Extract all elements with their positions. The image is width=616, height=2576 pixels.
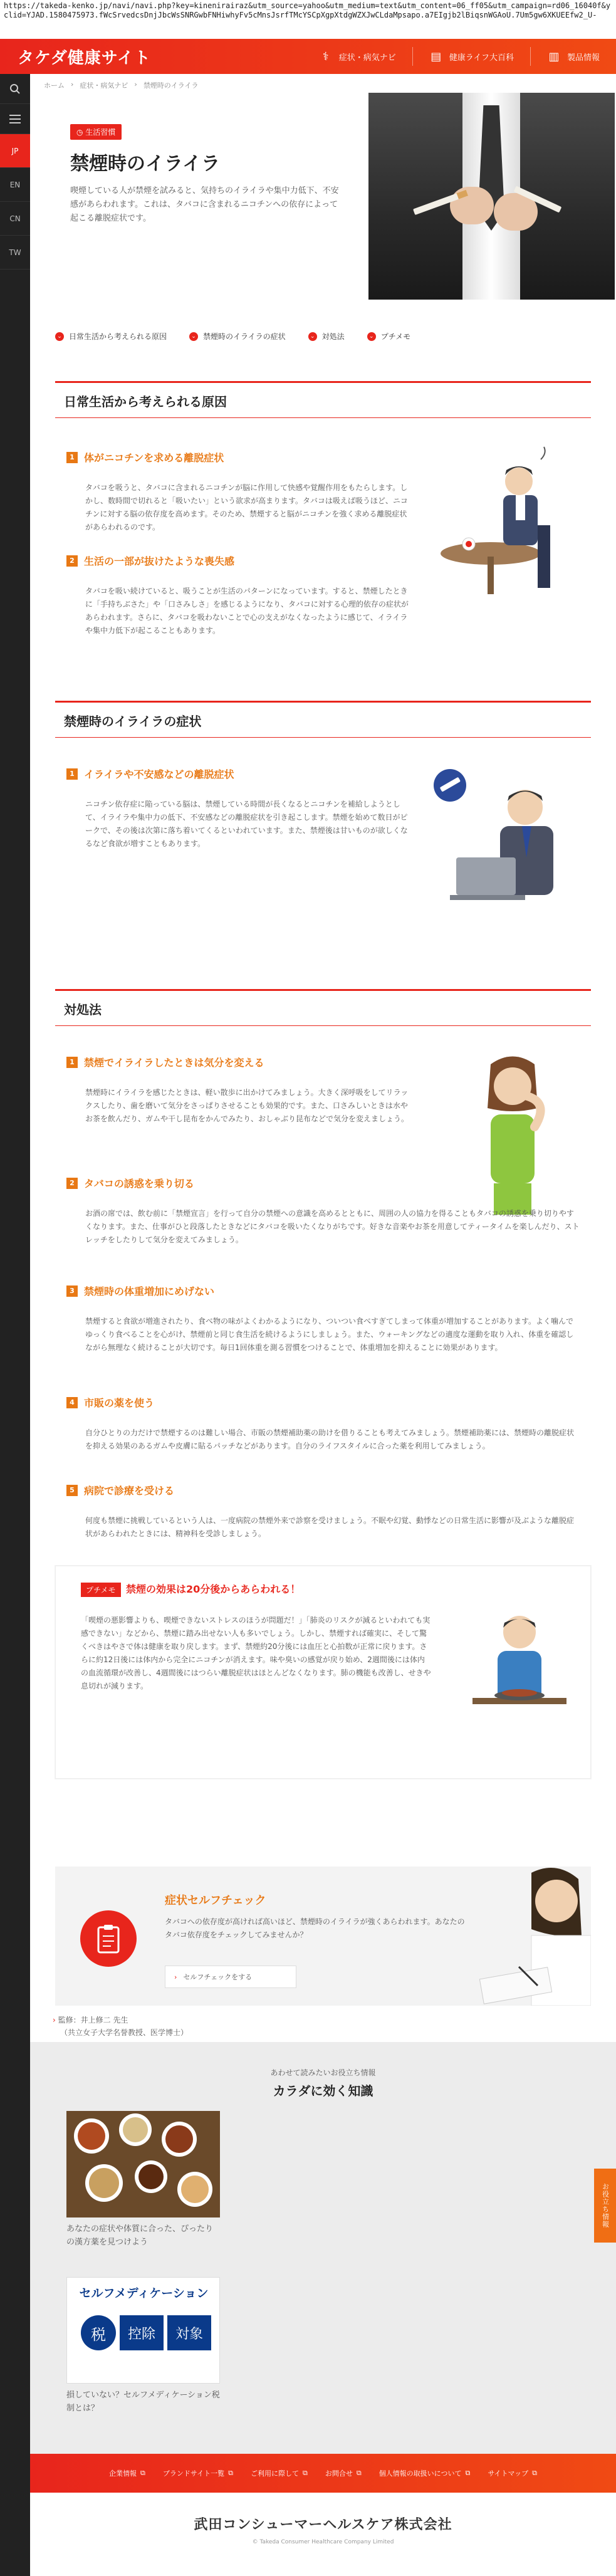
copyright: © Takeda Consumer Healthcare Company Limited [252,2539,394,2545]
self-check-button-label: セルフチェックをする [183,1973,253,1981]
table-of-contents [55,331,410,342]
category-badge-label: 生活習慣 [85,128,116,137]
arrow-right-icon: › [174,1972,177,1981]
related-card-kampo[interactable] [66,2111,220,2249]
remedy-4-heading: 4 市販の薬を使う [66,1395,154,1410]
lang-tw[interactable]: TW [0,236,30,270]
chevron-down-icon: ⌄ [189,332,198,341]
chevron-right-icon: › [53,2016,58,2024]
self-check-button[interactable] [165,1966,296,1988]
clipboard-icon [80,1910,137,1967]
menu-icon[interactable] [0,104,30,134]
kampo-herbs-image [66,2111,220,2217]
chevron-down-icon: ⌄ [55,332,64,341]
footer-link-terms[interactable]: ご利用に際して ⧉ [250,2469,308,2478]
toc-item-symptoms-label: 禁煙時のイライラの症状 [203,332,286,341]
site-footer [30,2493,616,2576]
external-link-icon: ⧉ [532,2469,537,2477]
nav-products-label: 製品情報 [566,53,600,63]
supervisor-note [53,2014,188,2039]
remedy-5-body: 何度も禁煙に挑戦しているという人は、一度病院の禁煙外来で診察を受けましょう。不眠や幻覚、動悸などの日常生活に影響が及ぶような離脱症状があらわれたときには、精神科を受診しましょう。 [85,1516,575,1538]
nav-encyclopedia-label: 健康ライフ大百科 [449,53,514,63]
self-check-desc: タバコへの依存度が高ければ高いほど、禁煙時のイライラが強くあらわれます。あなたのタバコ依存度をチェックしてみませんか？ [165,1917,465,1939]
toc-item-symptoms[interactable] [189,331,286,342]
external-link-icon: ⧉ [140,2469,145,2477]
illustration-man-eating [463,1604,570,1729]
external-link-icon: ⧉ [356,2469,362,2477]
toc-item-memo-label: プチメモ [380,332,411,341]
chevron-down-icon: ⌄ [367,332,376,341]
supervisor-line1: 監修：井上修二 先生 [58,2016,128,2024]
footer-link-privacy[interactable]: 個人情報の取扱いについて ⧉ [378,2469,471,2478]
memo-tag: プチメモ [81,1583,121,1597]
memo-title: 禁煙の効果は20分後からあらわれる！ [126,1583,301,1595]
chevron-down-icon: ⌄ [308,332,317,341]
header-nav [303,39,616,74]
remedy-3-heading: 3 禁煙時の体重増加にめげない [66,1284,214,1298]
banner-target-chars: 対象 [167,2315,211,2350]
company-logo[interactable]: 武田コンシューマーヘルスケア株式会社 [194,2517,452,2533]
footer-link-contact[interactable]: お問合せ ⧉ [325,2469,362,2478]
left-sidebar [0,74,30,2576]
footer-link-sitemap[interactable]: サイトマップ ⧉ [488,2469,537,2478]
remedy-1-heading: 1 禁煙でイライラしたときは気分を変える [66,1055,264,1069]
breadcrumb-home[interactable]: ホーム [44,81,65,90]
footer-link-company[interactable]: 企業情報 ⧉ [109,2469,145,2478]
illustration-man-laptop [431,763,582,914]
toc-item-remedies-label: 対処法 [321,332,345,341]
footer-link-brands[interactable]: ブランドサイト一覧 ⧉ [162,2469,233,2478]
section-title-causes: 日常生活から考えられる原因 [55,381,591,418]
search-icon[interactable] [0,74,30,104]
banner-heading: セルフメディケーション [79,2286,209,2300]
cause-2-heading: 2 生活の一部が抜けたような喪失感 [66,553,234,568]
floating-info-tab[interactable]: お役立ち情報 [594,2169,616,2243]
external-link-icon: ⧉ [465,2469,471,2477]
symptom-1-heading: 1 イライラや不安感などの離脱症状 [66,767,234,781]
supervisor-line2: （共立女子大学名誉教授、医学博士） [60,2028,189,2037]
address-bar[interactable]: https://takeda-kenko.jp/navi/navi.php?key=kinenirairaz&utm_source=yahoo&utm_medium=text&utm_content=06_ff05&utm_campaign=rd06_16040f&yclid=YJAD.1580475973.fWcSrvedcsDnjJbcWsSNRGwbFNHiwhyFv5cMnsJsrfTMcYSCpXgpXtdgWZXJwCLdaMpsapo.a7EIgjb2lBiqsnWGAoU.7Um5gw6XKUEEfw2_U- [0,0,616,39]
self-check-panel [55,1867,591,2006]
banner-deduction-chars: 控除 [120,2315,164,2350]
external-link-icon: ⧉ [228,2469,233,2477]
cause-1-heading: 1 体がニコチンを求める離脱症状 [66,450,224,464]
nav-encyclopedia[interactable] [412,47,530,66]
illustration-man-thinking [431,444,575,600]
related-card-tax[interactable] [66,2277,220,2415]
memo-body: 「喫煙の悪影響よりも、喫煙できないストレスのほうが問題だ！」「肺炎のリスクが減るといわれても実感できない」などから、禁煙に踏み出せない人も多いでしょう。しかし、禁煙すれば確実に、そして驚くべきはやさで体は健康を取り戻します。まず、禁煙約20分後には血圧と心拍数が正常に戻ります。さらに約12日後には体内から完全にニコチンが消えます。味や臭いの感覚が戻り始め、2週間後には体内の血流循環が改善し、4週間後にはつらい離脱症状はほとんどなくなります。肺の機能も改善し、せきや息切れが減ります。 [81,1616,431,1690]
toc-item-memo[interactable] [367,331,411,342]
breadcrumb-navi[interactable]: 症状・病気ナビ [80,81,128,90]
self-medication-banner [66,2277,220,2384]
breadcrumb: ホーム › 症状・病気ナビ › 禁煙時のイライラ [44,80,199,90]
medicine-bottle-icon: ▥ [548,50,560,63]
main-content [30,74,616,2042]
hero-image [368,93,615,300]
remedy-1-body: 禁煙時にイライラを感じたときは、軽い散歩に出かけてみましょう。大きく深呼吸をしてリラックスしたり、歯を磨いて気分をさっぱりさせることも効果的です。また、口さみしいときは水やお茶を飲んだり、ガムや干し昆布をかんでみたり、おしゃぶり昆布などで気分を変えましょう。 [85,1088,409,1123]
remedy-2-body: お酒の席では、飲む前に「禁煙宣言」を行って自分の禁煙への意識を高めるとともに、周囲の人の協力を得ることもタバコの誘惑を乗り切りやすくなります。また、仕事がひと段落したときなどにタバコを吸いたくなりがちです。好きな音楽やお茶を用意してティータイムを楽しんだり、ストレッチをしたりして気分を変えてみましょう。 [85,1209,580,1244]
related-section [30,2042,616,2454]
cause-1-body: タバコを吸うと、タバコに含まれるニコチンが脳に作用して快感や覚醒作用をもたらします。しかし、数時間で切れると「吸いたい」という欲求が高まります。タバコは吸えば吸うほど、ニコチンに対する脳の依存度を高めます。そのため、禁煙すると脳がニコチンを強く求める離脱症状があらわれるのです。 [85,483,408,531]
hero-description: 喫煙している人が禁煙を試みると、気持ちのイライラや集中力低下、不安感があらわれます。これは、タバコに含まれるニコチンへの依存によって起こる離脱症状です。 [70,186,339,223]
page-title: 禁煙時のイライラ [70,153,221,175]
memo-box [55,1566,591,1779]
remedy-4-body: 自分ひとりの力だけで禁煙するのは難しい場合、市販の禁煙補助薬の助けを借りることも考えてみましょう。禁煙補助薬には、禁煙時の離脱症状を抑える効果のあるガムや皮膚に貼るパッチなどがあります。自分のライフスタイルに合った薬を利用してみましょう。 [85,1428,575,1450]
lang-cn[interactable]: CN [0,202,30,236]
related-card-tax-text: 損していない？セルフメディケーション税制とは？ [66,2390,220,2413]
symptom-1-body: ニコチン依存症に陥っている脳は、禁煙している時間が長くなるとニコチンを補給しようとして、イライラや集中力の低下、不安感などの離脱症状を引き起こします。禁煙を始めて数日がピークで、その後は次第に落ち着いてくるといわれています。また、禁煙後は甘いものが欲しくなるなど食欲が増すこともあります。 [85,800,408,848]
breadcrumb-current: 禁煙時のイライラ [143,81,199,90]
category-badge [70,124,122,140]
book-icon: ▤ [431,50,442,63]
self-check-title: 症状セルフチェック [165,1894,266,1907]
toc-item-causes[interactable] [55,331,167,342]
banner-tax-char: 税 [81,2315,116,2350]
related-label: あわせて読みたいお役立ち情報 [270,2068,376,2077]
footer-nav [30,2454,616,2493]
clock-icon: ◷ [76,128,86,137]
related-title: カラダに効く知識 [273,2083,373,2098]
lang-en[interactable]: EN [0,168,30,202]
nav-symptoms[interactable] [303,47,412,66]
site-header [0,39,616,74]
stethoscope-icon: ⚕ [322,50,329,63]
section-title-remedies: 対処法 [55,989,591,1026]
remedy-5-heading: 5 病院で診療を受ける [66,1483,174,1497]
illustration-woman-writing [462,1867,591,2006]
remedy-2-heading: 2 タバコの誘惑を乗り切る [66,1176,194,1190]
toc-item-remedies[interactable] [308,331,345,342]
nav-products[interactable] [530,47,616,66]
cause-2-body: タバコを吸い続けていると、吸うことが生活のパターンになっています。すると、禁煙したときに「手持ちぶさた」や「口さみしさ」を感じるようになり、タバコに対する心理的依存の症状があらわれます。さらに、タバコを吸わないことで心の支えがなくなったように感じて、イライラや集中力低下が起こることもあります。 [85,587,409,635]
illustration-woman [456,1052,569,1215]
toc-item-causes-label: 日常生活から考えられる原因 [69,332,167,341]
nav-symptoms-label: 症状・病気ナビ [338,53,396,63]
remedy-3-body: 禁煙すると食欲が増進されたり、食べ物の味がよくわかるようになり、ついつい食べすぎてしまって体重が増加することがあります。よく噛んでゆっくり食べることを心がけ、禁煙前と同じ食生活を続けるようにしましょう。また、ウォーキングなどの適度な運動を取り入れ、体重を確認しながら無理なく続けることが大切です。毎日1回体重を測る習慣をつけることで、体重増加を抑えることに効果があります。 [85,1317,574,1352]
section-title-symptoms: 禁煙時のイライラの症状 [55,701,591,738]
external-link-icon: ⧉ [302,2469,308,2477]
lang-jp[interactable]: JP [0,134,30,168]
related-card-kampo-text: あなたの症状や体質に合った、ぴったりの漢方薬を見つけよう [66,2224,214,2247]
site-logo[interactable]: タケダ健康サイト [18,48,151,68]
